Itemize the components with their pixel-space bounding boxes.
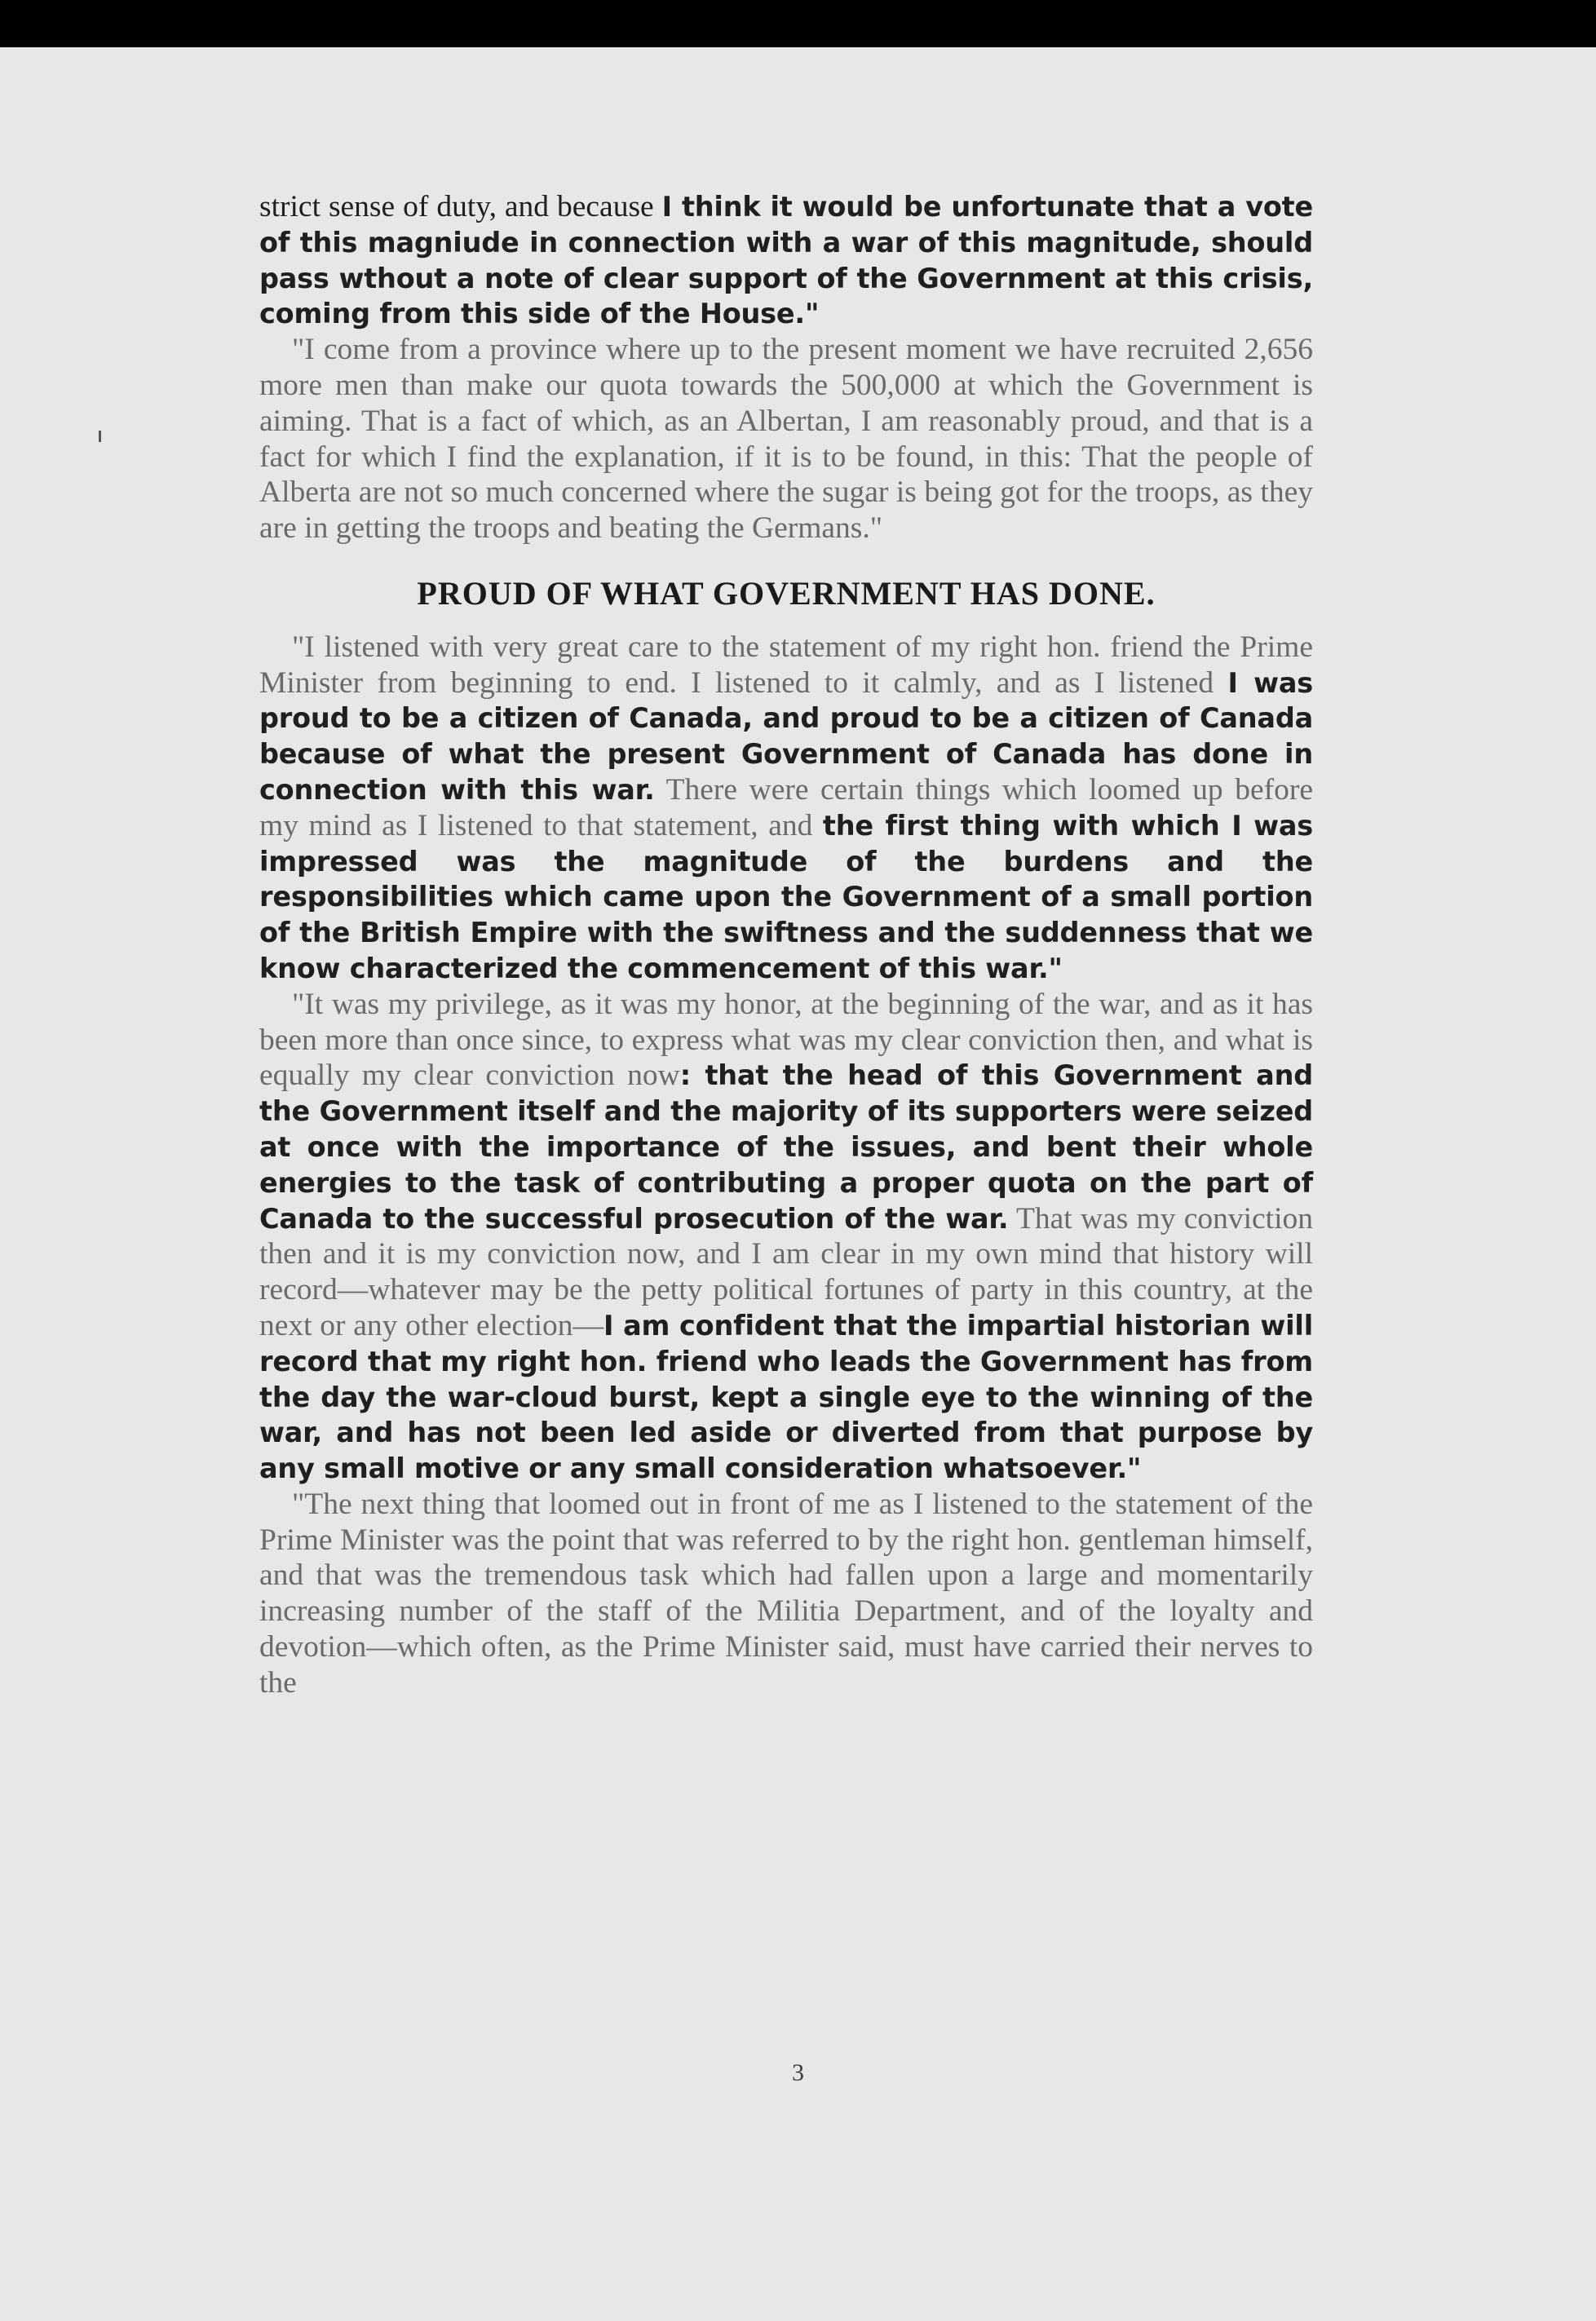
paragraph-1 <box>259 189 1313 332</box>
paragraph-4-plain-1: "It was my privilege, as it was my honor, at the beginning of the war, and as it has been more than once since, to express what was my clear conviction then, and what is equally my clear conviction now <box>259 987 1313 1093</box>
paragraph-2: "I come from a province where up to the present moment we have recruited 2,656 more men than make our quota towards the 500,000 at which the Government is aiming. That is a fact of which, as an Albertan, I am reasonably proud, and that is a fact for which I find the explanation, if it is to be found, in this: That the people of Alberta are not so much concerned where the sugar is being got for the troops, as they are in getting the troops and beating the Germans." <box>259 333 1313 546</box>
paragraph-3-plain-2: There were certain things which loomed up before my mind as I listened to that statement, and <box>259 772 1313 842</box>
margin-mark <box>99 431 101 442</box>
paragraph-3-bold-1: I was proud to be a citizen of Canada, and proud to be a citizen of Canada because of what the present Government of Canada has done in connection with this war. <box>259 666 1313 806</box>
page-text <box>259 189 1313 1701</box>
paragraph-4-bold-1: : that the head of this Government and the Government itself and the majority of its supporters were seized at once with the importance of the issues, and bent their whole energies to the task of contributing a proper quota on the part of Canada to the successful prosecution of the war. <box>259 1059 1314 1235</box>
paragraph-3-bold-2: the first thing with which I was impressed was the magnitude of the burdens and the responsibilities which came upon the Government of a small portion of the British Empire with the swiftness and the suddenness that we know characterized the commencement of this war." <box>259 809 1313 984</box>
paragraph-1-bold: I think it would be unfortunate that a vote of this magniude in connection with a war of this magnitude, should pass wthout a note of clear support of the Government at this crisis, coming from this side of the House." <box>259 191 1314 330</box>
paragraph-3-plain-1: "I listened with very great care to the statement of my right hon. friend the Prime Minister from beginning to end. I listened to it calmly, and as I listened <box>259 630 1313 700</box>
paragraph-4 <box>259 987 1313 1487</box>
paragraph-4-plain-2: That was my conviction then and it is my conviction now, and I am clear in my own mind that history will record—whatever may be the petty political fortunes of party in this country, at the next or any other election— <box>259 1201 1313 1342</box>
section-heading: PROUD OF WHAT GOVERNMENT HAS DONE. <box>417 574 1156 612</box>
paragraph-4-bold-2: I am confident that the impartial historian will record that my right hon. friend who leads the Government has from the day the war-cloud burst, kept a single eye to the winning of the war, and has not been led aside or diverted from that purpose by any small motive or any small consideration whatsoever." <box>259 1309 1313 1485</box>
page-number: 3 <box>792 2059 804 2086</box>
paragraph-5: "The next thing that loomed out in front of me as I listened to the statement of the Prime Minister was the point that was referred to by the right hon. gentleman himself, and that was the tremendous task which had fallen upon a large and momentarily increasing number of the staff of the Militia Department, and of the loyalty and devotion—which often, as the Prime Minister said, must have carried their nerves to the <box>259 1487 1313 1700</box>
paragraph-1-plain: strict sense of duty, and because <box>259 190 662 223</box>
paragraph-3 <box>259 630 1313 987</box>
